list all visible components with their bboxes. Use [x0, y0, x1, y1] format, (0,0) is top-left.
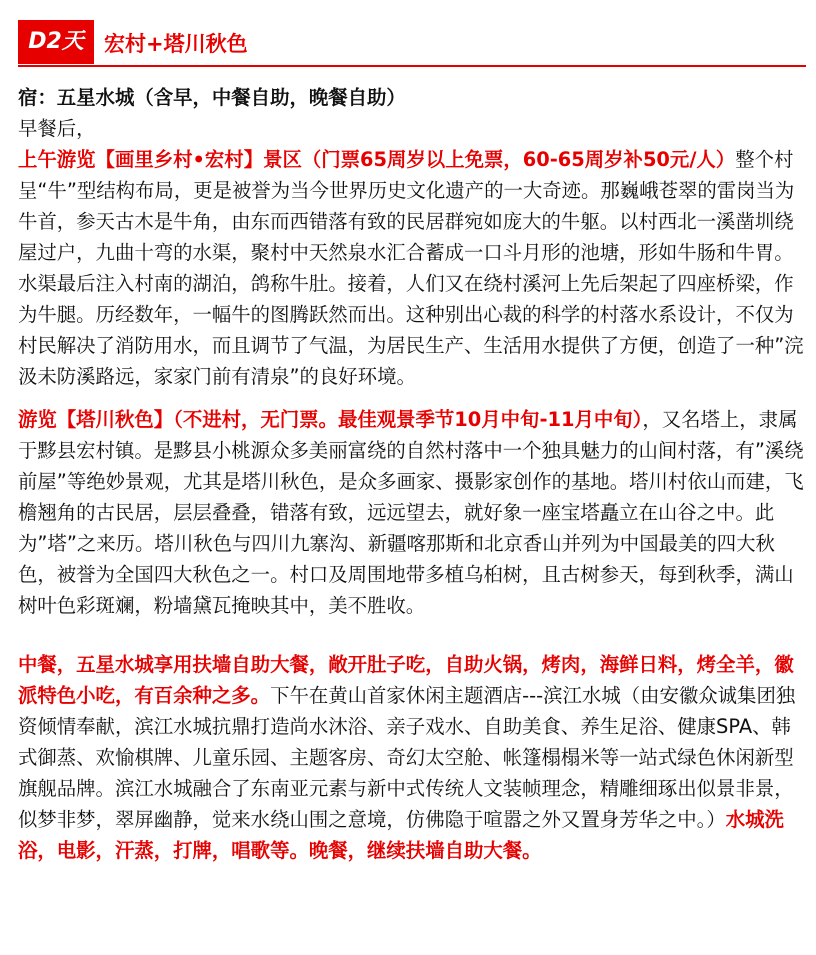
paragraph-gap: [18, 621, 806, 649]
day-header: [18, 12, 806, 66]
itinerary-content: [18, 82, 806, 866]
hongcun-description: 整个村呈“牛”型结构布局，更是被誉为当今世界历史文化遗产的一大奇迹。那巍峨苍翠的雷岗当为牛首，参天古木是牛角，由东而西错落有致的民居群宛如庞大的牛躯。以村西北一溪凿圳绕屋过户，九曲十弯的水渠，聚村中天然泉水汇合蓄成一口斗月形的池塘，形如牛肠和牛胃。水渠最后注入村南的湖泊，鸽称牛肚。接着，人们又在绕村溪河上先后架起了四座桥梁，作为牛腿。历经数年，一幅牛的图腾跃然而出。这种别出心裁的科学的村落水系设计，不仅为村民解决了消防用水，而且调节了气温，为居民生产、生活用水提供了方便，创造了一种”浣汲未防溪路远，家家门前有清泉”的良好环境。: [18, 148, 804, 388]
day-title: 宏村+塔川秋色: [104, 32, 248, 56]
hongcun-paragraph: [18, 113, 806, 392]
hongcun-highlight: 上午游览【画里乡村•宏村】景区（门票65周岁以上免票，60-65周岁补50元/人）: [18, 148, 736, 171]
hotel-description: 下午在黄山首家休闲主题酒店---滨江水城（由安徽众诚集团独资倾情奉献，滨江水城抗鼎打造尚水沐浴、亲子戏水、自助美食、养生足浴、健康SPA、韩式御蒸、欢愉棋牌、儿童乐园、主题客房、奇幻太空舱、帐篷榻榻米等一站式绿色休闲新型旗舰品牌。滨江水城融合了东南亚元素与新中式传统人文装帧理念，精雕细琢出似景非景，似梦非梦，翠屏幽静，觉来水绕山围之意境，仿佛隐于喧嚣之外又置身芳华之中。）: [18, 684, 796, 831]
evening-highlight: 水城洗浴，电影，汗蒸，打牌，唱歌等。晚餐，继续扶墙自助大餐。: [18, 808, 784, 862]
paragraph-gap: [18, 392, 806, 404]
tachuan-paragraph: [18, 404, 806, 621]
afternoon-paragraph: [18, 649, 806, 866]
tachuan-description: ，又名塔上，隶属于黟县宏村镇。是黟县小桃源众多美丽富绕的自然村落中一个独具魅力的山间村落，有”溪绕前屋”等绝妙景观，尤其是塔川秋色，是众多画家、摄影家创作的基地。塔川村依山而建，飞檐翘角的古民居，层层叠叠，错落有致，远远望去，就好象一座宝塔矗立在山谷之中。此为”塔”之来历。塔川秋色与四川九寨沟、新疆喀那斯和北京香山并列为中国最美的四大秋色，被誉为全国四大秋色之一。村口及周围地带多植乌桕树，且古树参天，每到秋季，满山树叶色彩斑斓，粉墙黛瓦掩映其中，美不胜收。: [18, 408, 804, 617]
lunch-highlight: 中餐，五星水城享用扶墙自助大餐，敞开肚子吃，自助火锅，烤肉，海鲜日料，烤全羊，徽派特色小吃，有百余种之多。: [18, 653, 794, 707]
header-divider: [18, 65, 806, 67]
day-badge: D2天: [18, 20, 94, 64]
tachuan-highlight: 游览【塔川秋色】（不进村，无门票。最佳观景季节10月中旬-11月中旬）: [18, 408, 643, 431]
hongcun-intro: 早餐后，: [18, 117, 96, 140]
accommodation-line: 宿：五星水城（含早，中餐自助，晚餐自助）: [18, 86, 406, 109]
